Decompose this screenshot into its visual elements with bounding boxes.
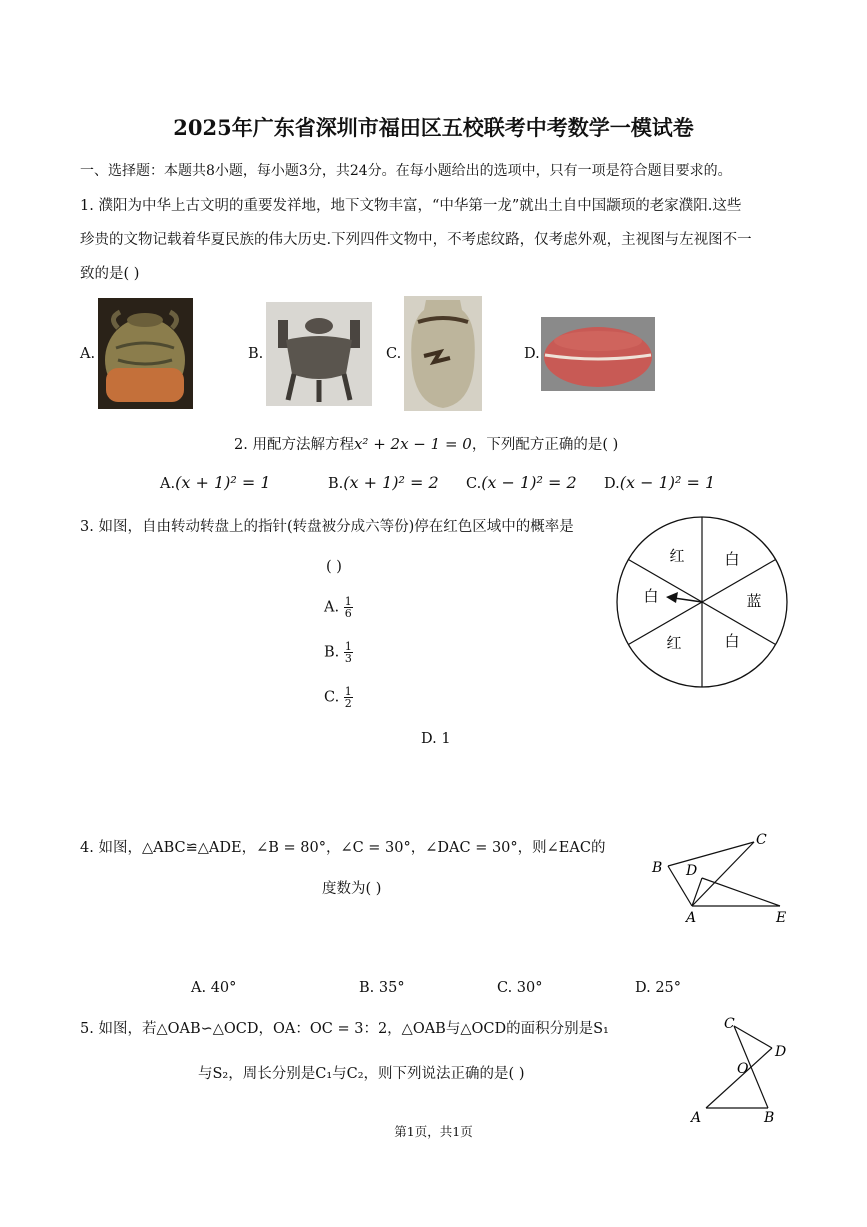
q2-equation: x² + 2x − 1 = 0 <box>353 435 472 453</box>
point-label-b: B <box>764 1110 775 1126</box>
q2-option-d: D.(x − 1)² = 1 <box>604 473 716 492</box>
q1-option-c-label: C. <box>386 346 402 362</box>
q2-stem <box>234 433 618 454</box>
spinner-label-white-2: 白 <box>724 632 740 650</box>
artifact-box-image <box>541 317 655 391</box>
spinner-label-white-1: 白 <box>724 550 740 568</box>
fraction: $\frac{1}{2}$ <box>344 685 352 710</box>
artifact-jar-image <box>98 298 193 409</box>
q4-stem2: 度数为( ) <box>322 881 382 897</box>
fraction: $\frac{1}{3}$ <box>344 640 352 665</box>
q3-option-b: B. $\frac{1}{3}$ <box>324 640 352 665</box>
q4-option-c: C. 30° <box>497 980 543 996</box>
q2-option-c: C.(x − 1)² = 2 <box>466 473 577 492</box>
q4-stem: 4. 如图，△ABC≌△ADE，∠B = 80°，∠C = 30°，∠DAC = 30°，则∠EAC的 <box>80 840 606 856</box>
q5-stem: 5. 如图，若△OAB∽△OCD，OA：OC = 3：2，△OAB与△OCD的面积分别是S₁ <box>80 1021 609 1037</box>
q2-stem-after: ，下列配方正确的是( ) <box>471 437 619 453</box>
q2-option-a: A.(x + 1)² = 1 <box>160 473 271 492</box>
point-label-o: O <box>737 1061 749 1077</box>
spinner-label-white-3: 白 <box>643 587 659 605</box>
q3-paren: ( ) <box>326 559 342 575</box>
fraction: $\frac{1}{6}$ <box>344 595 352 620</box>
artifact-vase-image <box>404 296 482 411</box>
q4-option-a: A. 40° <box>191 980 237 996</box>
triangle-diagram-q4 <box>646 828 792 926</box>
page-title: 2025年广东省深圳市福田区五校联考中考数学一模试卷 <box>173 115 694 140</box>
section-heading: 一、选择题：本题共8小题，每小题3分，共24分。在每小题给出的选项中，只有一项是符合题目要求的。 <box>80 163 732 179</box>
point-label-d: D <box>775 1044 787 1060</box>
q5-stem2: 与S₂，周长分别是C₁与C₂，则下列说法正确的是( ) <box>198 1066 525 1082</box>
spinner-label-red-1: 红 <box>669 547 685 565</box>
q3-stem: 3. 如图，自由转动转盘上的指针(转盘被分成六等份)停在红色区域中的概率是 <box>80 519 574 535</box>
point-label-c: C <box>756 832 767 848</box>
point-label-e: E <box>776 910 787 926</box>
spinner-diagram <box>614 514 790 690</box>
q4-option-b: B. 35° <box>359 980 405 996</box>
point-label-a: A <box>691 1110 702 1126</box>
q4-option-d: D. 25° <box>635 980 682 996</box>
point-label-c: C <box>724 1016 735 1032</box>
triangle-diagram-q5 <box>688 1012 794 1126</box>
q3-option-a: A. $\frac{1}{6}$ <box>324 595 352 620</box>
q2-stem-before: 2. 用配方法解方程 <box>234 437 354 453</box>
q1-option-a-label: A. <box>80 346 96 362</box>
point-label-a: A <box>686 910 697 926</box>
q2-option-b: B.(x + 1)² = 2 <box>328 473 439 492</box>
point-label-d: D <box>686 863 698 879</box>
q1-line2: 珍贵的文物记载着华夏民族的伟大历史.下列四件文物中，不考虑纹路，仅考虑外观，主视图与左视图不一 <box>80 232 752 248</box>
q3-option-c: C. $\frac{1}{2}$ <box>324 685 352 710</box>
q1-line3: 致的是( ) <box>80 266 140 282</box>
spinner-label-red-2: 红 <box>666 634 682 652</box>
artifact-ding-image <box>266 302 372 406</box>
q3-option-d: D. 1 <box>421 731 451 747</box>
q1-line1: 1. 濮阳为中华上古文明的重要发祥地，地下文物丰富，“中华第一龙”就出土自中国颛顼的老家濮阳.这些 <box>80 198 742 214</box>
q1-option-d-label: D. <box>524 346 540 362</box>
point-label-b: B <box>652 860 663 876</box>
spinner-label-blue: 蓝 <box>746 592 762 610</box>
q1-option-b-label: B. <box>248 346 264 362</box>
page-footer: 第1页，共1页 <box>394 1124 473 1139</box>
